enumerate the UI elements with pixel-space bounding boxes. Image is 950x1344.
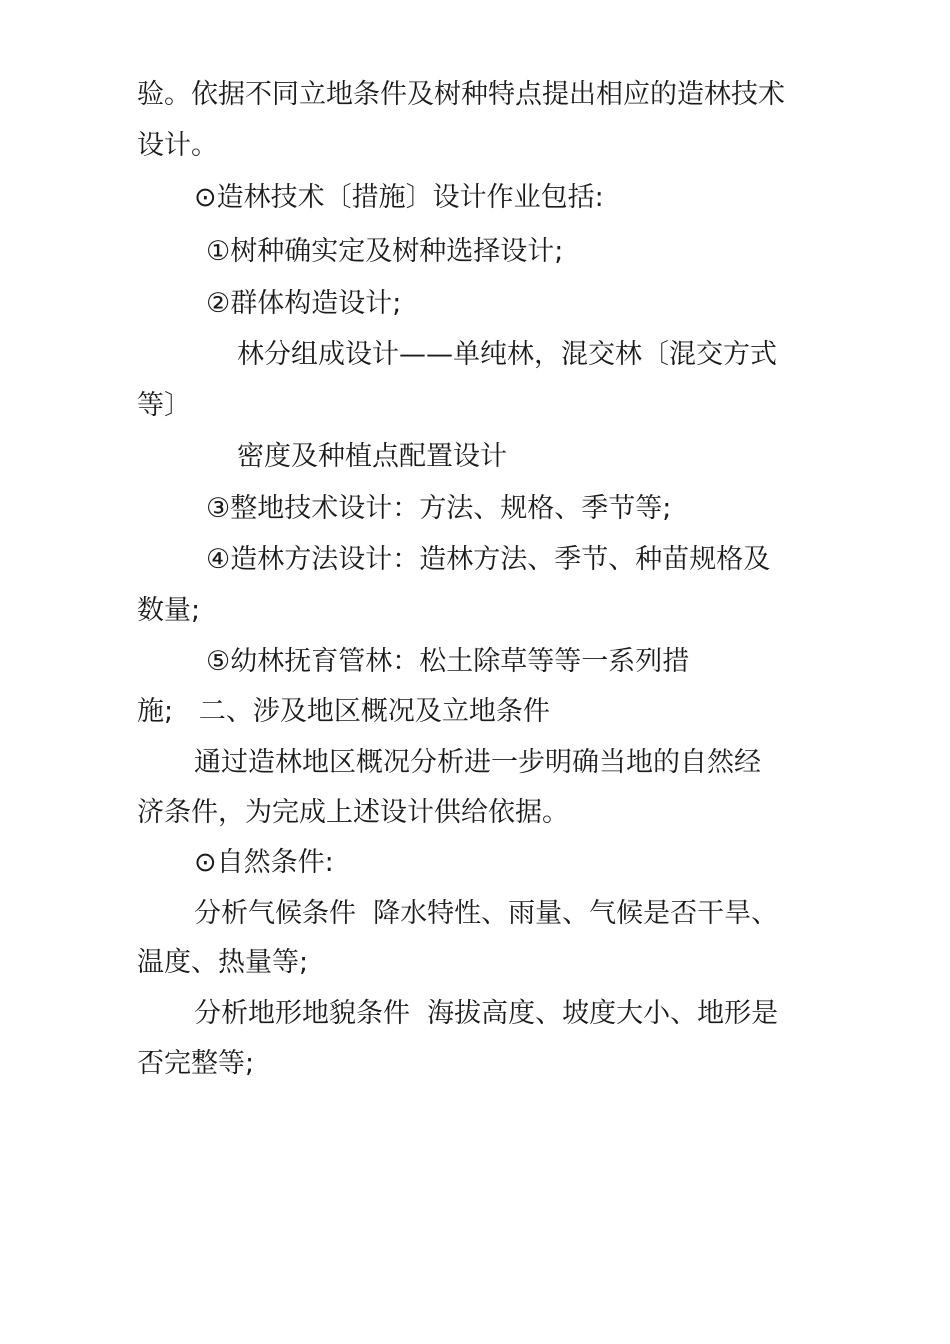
text-line-16: ⊙自然条件: bbox=[194, 847, 334, 878]
text-line-15: 济条件，为完成上述设计供给依据。 bbox=[137, 797, 569, 828]
text-line-11: 数量; bbox=[137, 595, 201, 626]
text-line-8: 密度及种植点配置设计 bbox=[237, 441, 507, 472]
text-line-10: ④造林方法设计：造林方法、季节、种苗规格及 bbox=[206, 544, 771, 575]
text-line-9: ③整地技术设计：方法、规格、季节等; bbox=[206, 493, 672, 524]
text-line-4: ①树种确实定及树种选择设计; bbox=[206, 236, 564, 267]
text-line-3: ⊙造林技术〔措施〕设计作业包括: bbox=[194, 182, 604, 213]
text-line-13: 施; 二、涉及地区概况及立地条件 bbox=[137, 696, 550, 727]
text-line-18: 温度、热量等; bbox=[137, 947, 309, 978]
text-line-5: ②群体构造设计; bbox=[206, 288, 402, 319]
text-line-19: 分析地形地貌条件 海拔高度、坡度大小、地形是 bbox=[194, 998, 779, 1029]
text-line-2: 设计。 bbox=[137, 130, 218, 161]
text-line-14: 通过造林地区概况分析进一步明确当地的自然经 bbox=[194, 747, 761, 778]
text-line-7: 等〕 bbox=[137, 390, 191, 421]
text-line-17: 分析气候条件 降水特性、雨量、气候是否干旱、 bbox=[194, 898, 779, 929]
text-line-12: ⑤幼林抚育管林：松土除草等等一系列措 bbox=[206, 646, 690, 677]
text-line-1: 验。依据不同立地条件及树种特点提出相应的造林技术 bbox=[137, 79, 785, 110]
text-line-6: 林分组成设计——单纯林，混交林〔混交方式 bbox=[237, 339, 777, 370]
text-line-20: 否完整等; bbox=[137, 1048, 255, 1079]
